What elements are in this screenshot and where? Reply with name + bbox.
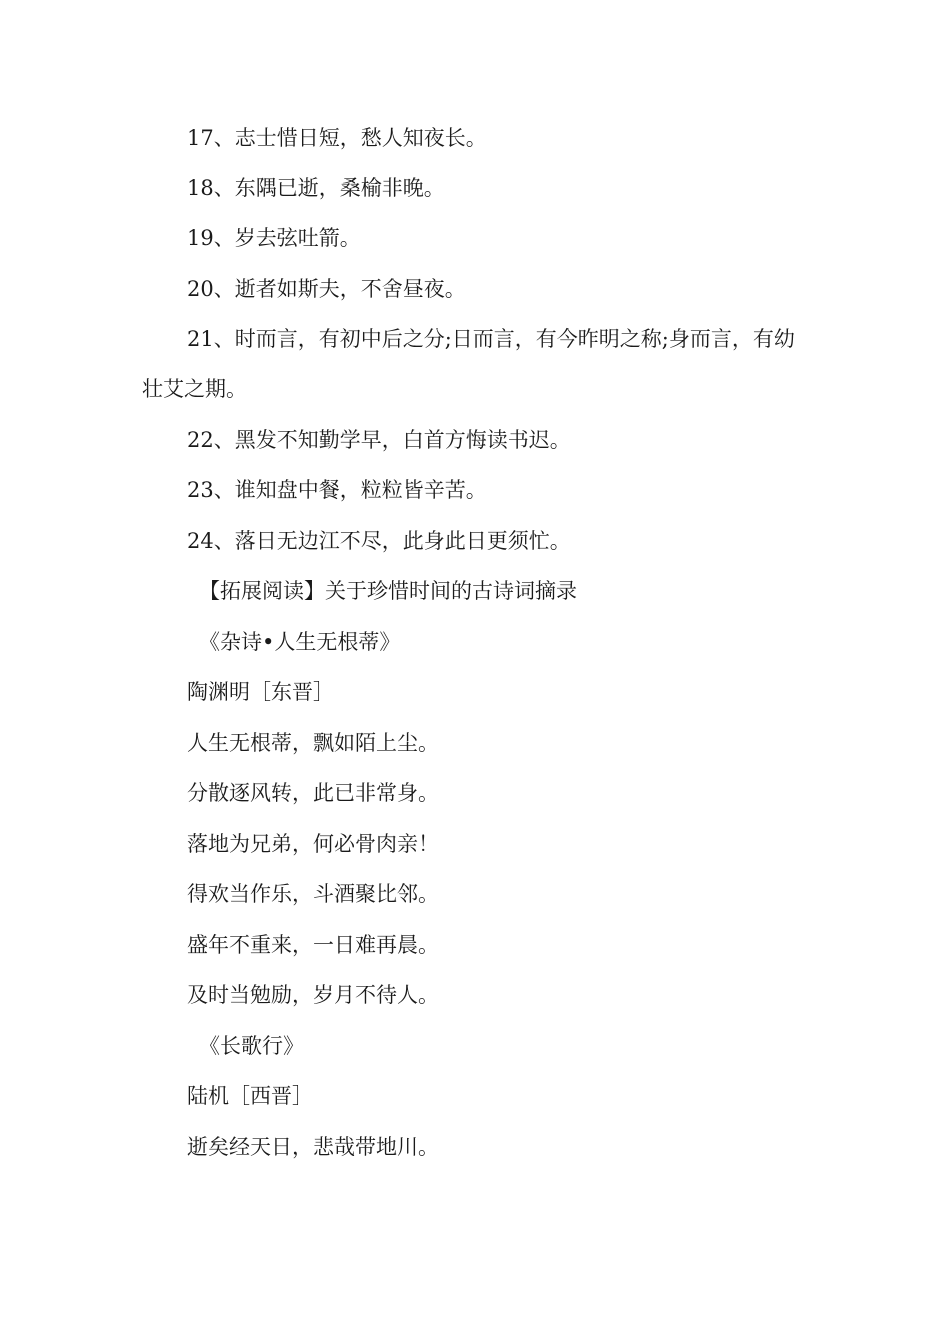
quote-line-20: 20、逝者如斯夫，不舍昼夜。 xyxy=(187,277,466,301)
poem-title-za-shi: 《杂诗•人生无根蒂》 xyxy=(199,630,401,654)
quote-line-21: 21、时而言，有初中后之分;日而言，有今昨明之称;身而言，有幼壮艾之期。 xyxy=(142,327,795,401)
poem-line: 逝矣经天日，悲哉带地川。 xyxy=(187,1135,439,1159)
quote-line-22: 22、黑发不知勤学早，白首方悔读书迟。 xyxy=(187,428,571,452)
quote-line-23: 23、谁知盘中餐，粒粒皆辛苦。 xyxy=(187,478,487,502)
quote-line-24: 24、落日无边江不尽，此身此日更须忙。 xyxy=(187,529,571,553)
poem-line: 得欢当作乐，斗酒聚比邻。 xyxy=(187,882,439,906)
quote-line-19: 19、岁去弦吐箭。 xyxy=(187,226,361,250)
quote-line-17: 17、志士惜日短，愁人知夜长。 xyxy=(187,126,487,150)
poem-title-chang-ge-xing: 《长歌行》 xyxy=(199,1034,304,1058)
poem-author-lu-ji: 陆机［西晋］ xyxy=(187,1084,313,1108)
poem-line: 盛年不重来，一日难再晨。 xyxy=(187,933,439,957)
poem-author-tao-yuanming: 陶渊明［东晋］ xyxy=(187,680,334,704)
quote-line-18: 18、东隅已逝，桑榆非晚。 xyxy=(187,176,445,200)
poem-line: 人生无根蒂，飘如陌上尘。 xyxy=(187,731,439,755)
section-heading-extended-reading: 【拓展阅读】关于珍惜时间的古诗词摘录 xyxy=(199,579,577,603)
poem-line: 分散逐风转，此已非常身。 xyxy=(187,781,439,805)
poem-line: 及时当勉励，岁月不待人。 xyxy=(187,983,439,1007)
poem-line: 落地为兄弟，何必骨肉亲！ xyxy=(187,832,439,856)
